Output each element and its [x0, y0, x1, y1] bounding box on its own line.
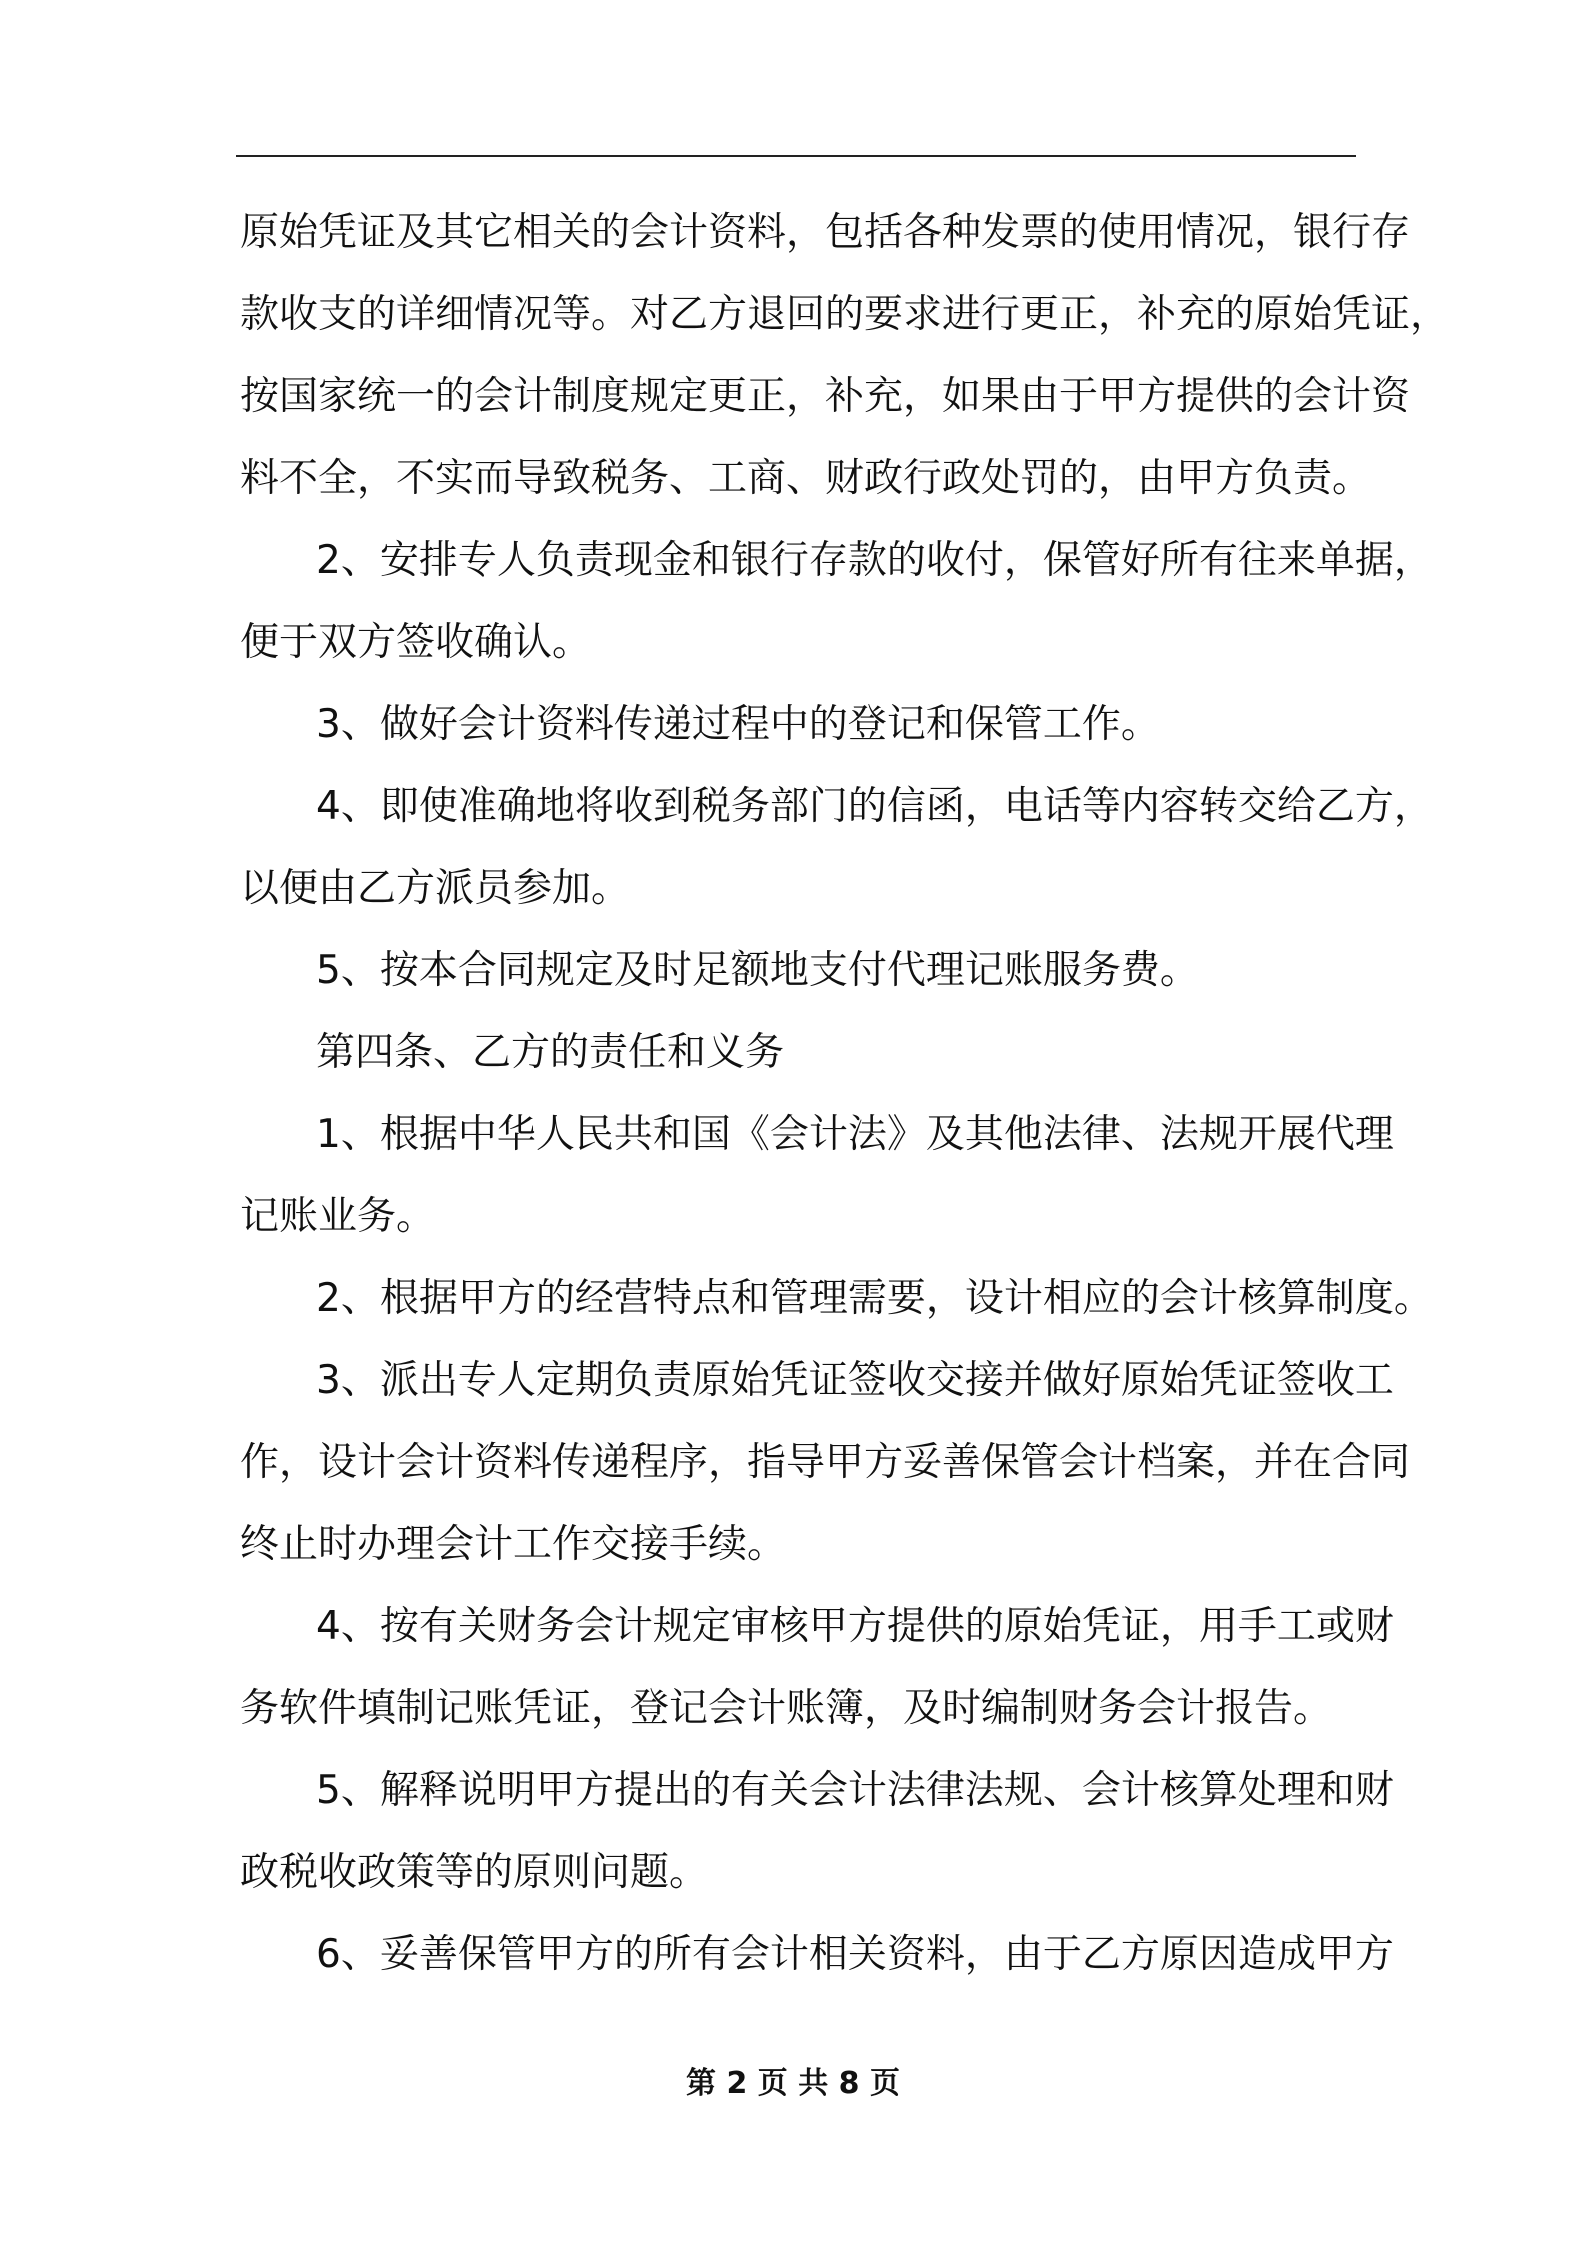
text-line: 作，设计会计资料传递程序，指导甲方妥善保管会计档案，并在合同 — [240, 1440, 1411, 1485]
text-line: 4、按有关财务会计规定审核甲方提供的原始凭证，用手工或财 — [316, 1604, 1394, 1649]
text-line: 便于双方签收确认。 — [240, 620, 592, 665]
text-line: 4、即使准确地将收到税务部门的信函，电话等内容转交给乙方， — [316, 784, 1433, 829]
text-line: 2、根据甲方的经营特点和管理需要，设计相应的会计核算制度。 — [316, 1276, 1433, 1321]
document-body — [240, 192, 1450, 1996]
text-line: 务软件填制记账凭证，登记会计账簿，及时编制财务会计报告。 — [240, 1686, 1333, 1731]
header-rule — [236, 155, 1356, 157]
text-line: 3、派出专人定期负责原始凭证签收交接并做好原始凭证签收工 — [316, 1358, 1394, 1403]
text-line: 按国家统一的会计制度规定更正，补充，如果由于甲方提供的会计资 — [240, 374, 1411, 419]
text-line: 第四条、乙方的责任和义务 — [316, 1030, 785, 1075]
text-line: 政税收政策等的原则问题。 — [240, 1850, 709, 1895]
text-line: 款收支的详细情况等。对乙方退回的要求进行更正，补充的原始凭证， — [240, 292, 1450, 337]
text-line: 以便由乙方派员参加。 — [240, 866, 631, 911]
text-line: 2、安排专人负责现金和银行存款的收付，保管好所有往来单据， — [316, 538, 1433, 583]
text-line: 5、解释说明甲方提出的有关会计法律法规、会计核算处理和财 — [316, 1768, 1394, 1813]
text-line: 终止时办理会计工作交接手续。 — [240, 1522, 787, 1567]
text-line: 料不全，不实而导致税务、工商、财政行政处罚的，由甲方负责。 — [240, 456, 1372, 501]
text-line: 记账业务。 — [240, 1194, 436, 1239]
text-line: 原始凭证及其它相关的会计资料，包括各种发票的使用情况，银行存 — [240, 210, 1411, 255]
text-line: 6、妥善保管甲方的所有会计相关资料，由于乙方原因造成甲方 — [316, 1932, 1394, 1977]
page-footer: 第 2 页 共 8 页 — [686, 2066, 900, 2101]
text-line: 5、按本合同规定及时足额地支付代理记账服务费。 — [316, 948, 1199, 993]
text-line: 1、根据中华人民共和国《会计法》及其他法律、法规开展代理 — [316, 1112, 1394, 1157]
text-line: 3、做好会计资料传递过程中的登记和保管工作。 — [316, 702, 1160, 747]
